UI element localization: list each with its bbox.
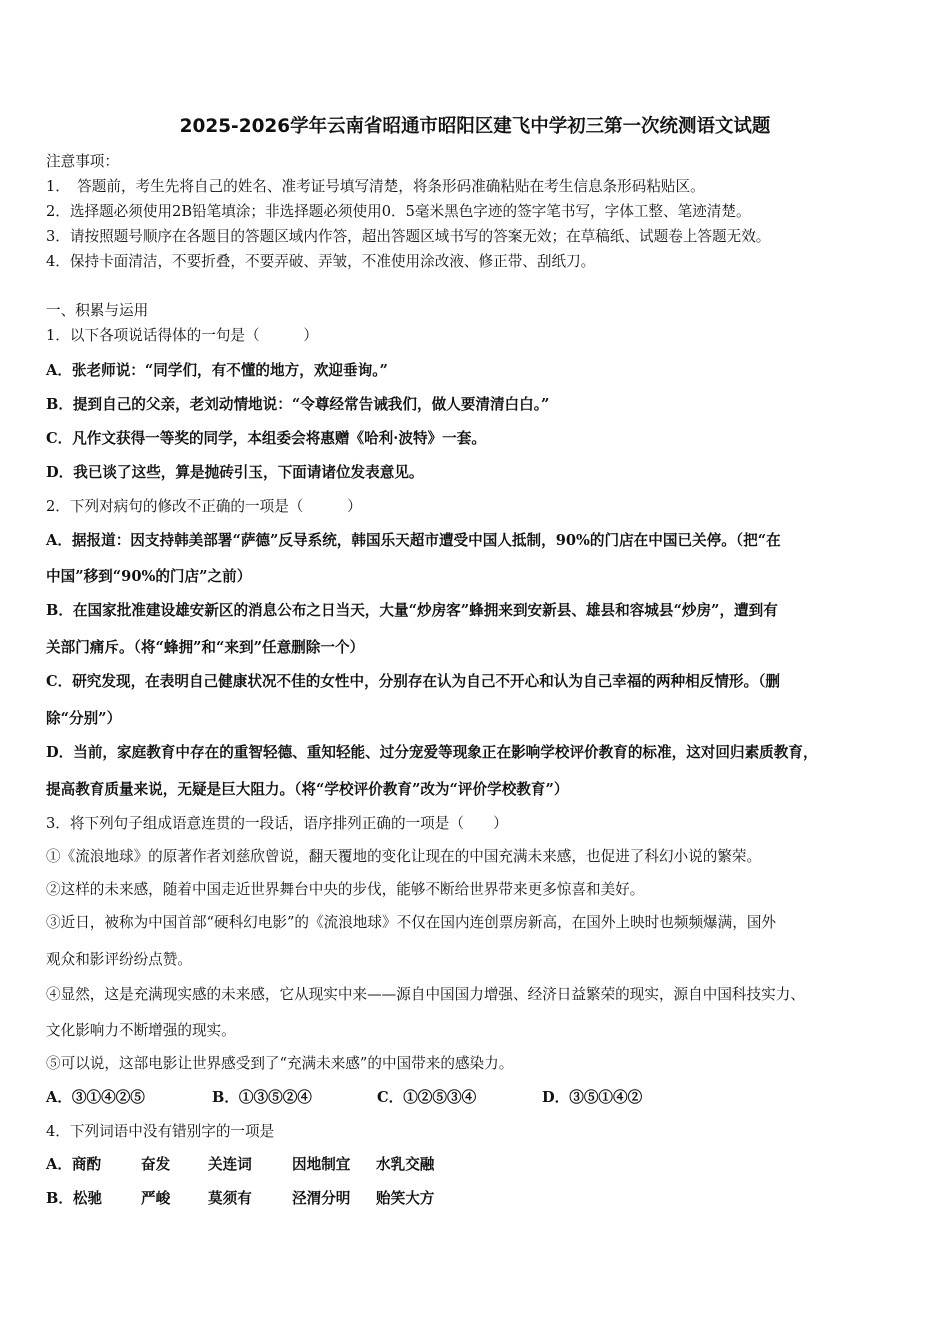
section-heading: 一、积累与运用 — [46, 302, 149, 319]
option-d: D．③⑤①④② — [542, 1089, 643, 1106]
option-b: B．提到自己的父亲，老刘动情地说：“令尊经常告诫我们，做人要清清白白。” — [46, 396, 550, 413]
option-d: D．我已谈了这些，算是抛砖引玉，下面请诸位发表意见。 — [46, 464, 424, 481]
option-b-word: 贻笑大方 — [376, 1190, 435, 1207]
option-a-word: 水乳交融 — [376, 1156, 435, 1173]
option-d-cont: 提高教育质量来说，无疑是巨大阻力。（将“学校评价教育”改为“评价学校教育”） — [46, 781, 569, 798]
option-a-word: 因地制宜 — [292, 1156, 351, 1173]
question-stem: 2．下列对病句的修改不正确的一项是（ ） — [46, 498, 362, 515]
sentence-4: ④显然，这是充满现实感的未来感，它从现实中来——源自中国国力增强、经济日益繁荣的现实，源自中国科技实力、 — [46, 986, 805, 1003]
option-c: C．研究发现，在表明自己健康状况不佳的女性中，分别存在认为自己不开心和认为自己幸福的两种相反情形。（删 — [46, 673, 781, 690]
notice-heading: 注意事项： — [46, 153, 119, 170]
option-b: B．松驰 — [46, 1190, 103, 1207]
option-a: A．商酌 — [46, 1156, 102, 1173]
notice-item: 3．请按照题号顺序在各题目的答题区域内作答，超出答题区域书写的答案无效；在草稿纸、试题卷上答题无效。 — [46, 228, 771, 245]
option-c: C．①②⑤③④ — [377, 1089, 477, 1106]
option-b: B．在国家批准建设雄安新区的消息公布之日当天，大量“炒房客”蜂拥来到安新县、雄县和容城县“炒房”，遭到有 — [46, 602, 778, 619]
option-a-word: 奋发 — [141, 1156, 171, 1173]
option-d: D．当前，家庭教育中存在的重智轻德、重知轻能、过分宠爱等现象正在影响学校评价教育的标准，这对回归素质教育， — [46, 744, 818, 761]
sentence-1: ①《流浪地球》的原著作者刘慈欣曾说，翻天覆地的变化让现在的中国充满未来感，也促进了科幻小说的繁荣。 — [46, 848, 762, 865]
notice-item: 4．保持卡面清洁，不要折叠，不要弄破、弄皱，不准使用涂改液、修正带、刮纸刀。 — [46, 253, 596, 270]
question-stem: 1．以下各项说话得体的一句是（ ） — [46, 327, 318, 344]
option-a-word: 关连词 — [208, 1156, 252, 1173]
question-stem: 3．将下列句子组成语意连贯的一段话，语序排列正确的一项是（ ） — [46, 815, 508, 832]
option-b-word: 莫须有 — [208, 1190, 252, 1207]
option-c-cont: 除“分别”） — [46, 710, 122, 727]
option-a: A．据报道：因支持韩美部署“萨德”反导系统，韩国乐天超市遭受中国人抵制，90%的门店在中国已关停。（把“在 — [46, 532, 781, 549]
option-a: A．张老师说：“同学们，有不懂的地方，欢迎垂询。” — [46, 362, 388, 379]
option-b-cont: 关部门痛斥。（将“蜂拥”和“来到”任意删除一个） — [46, 639, 365, 656]
sentence-3: ③近日，被称为中国首部“硬科幻电影”的《流浪地球》不仅在国内连创票房新高，在国外上映时也频频爆满，国外 — [46, 914, 777, 931]
option-b: B．①③⑤②④ — [212, 1089, 312, 1106]
option-a-cont: 中国”移到“90%的门店”之前） — [46, 568, 252, 585]
option-b-word: 严峻 — [141, 1190, 171, 1207]
option-c: C．凡作文获得一等奖的同学，本组委会将惠赠《哈利·波特》一套。 — [46, 430, 486, 447]
sentence-3-cont: 观众和影评纷纷点赞。 — [46, 951, 192, 968]
option-b-word: 泾渭分明 — [292, 1190, 351, 1207]
sentence-5: ⑤可以说，这部电影让世界感受到了“充满未来感”的中国带来的感染力。 — [46, 1055, 514, 1072]
question-stem: 4．下列词语中没有错别字的一项是 — [46, 1123, 275, 1140]
notice-item: 1． 答题前，考生先将自己的姓名、准考证号填写清楚，将条形码准确粘贴在考生信息条形码粘贴区。 — [46, 178, 705, 195]
notice-item: 2．选择题必须使用2B铅笔填涂；非选择题必须使用0．5毫米黑色字迹的签字笔书写，字体工整、笔迹清楚。 — [46, 203, 751, 220]
page-title: 2025-2026学年云南省昭通市昭阳区建飞中学初三第一次统测语文试题 — [179, 116, 771, 137]
sentence-2: ②这样的未来感，随着中国走近世界舞台中央的步伐，能够不断给世界带来更多惊喜和美好。 — [46, 881, 645, 898]
sentence-4-cont: 文化影响力不断增强的现实。 — [46, 1022, 236, 1039]
option-a: A．③①④②⑤ — [46, 1089, 145, 1106]
